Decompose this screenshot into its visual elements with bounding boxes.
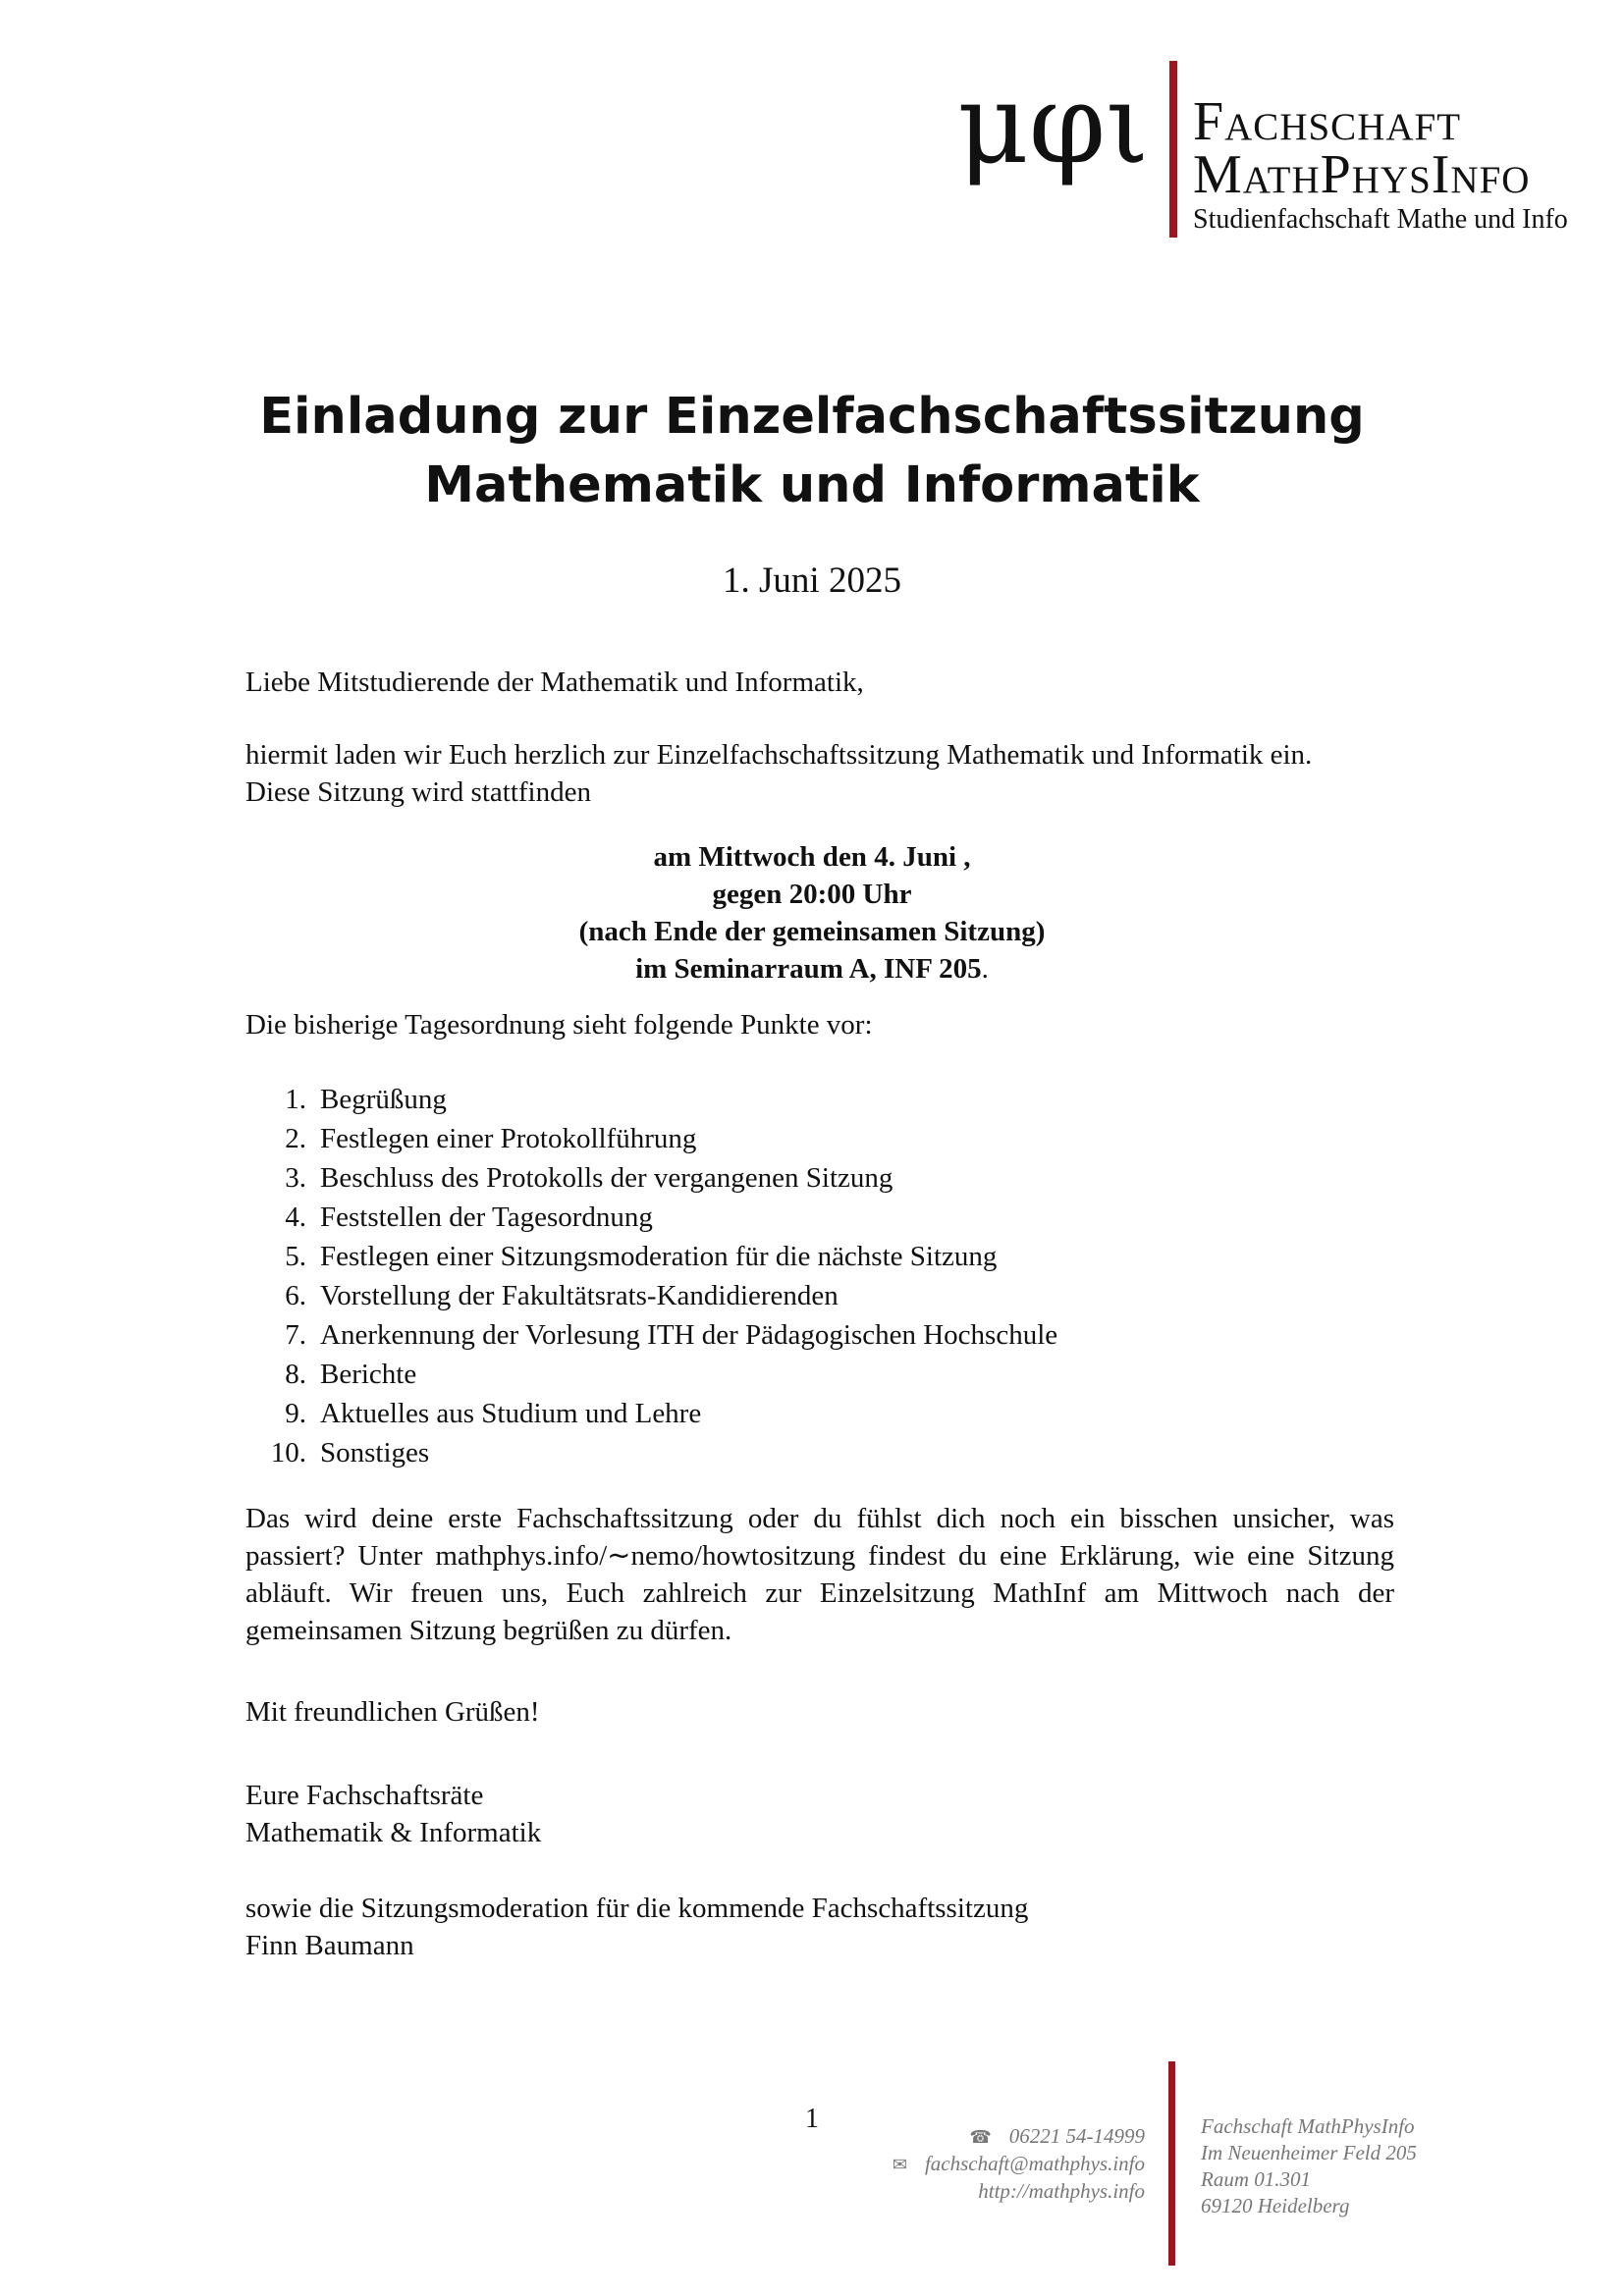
document-date: 1. Juni 2025	[723, 561, 901, 601]
agenda-item-text: Festlegen einer Protokollführung	[320, 1123, 697, 1154]
agenda-item-text: Berichte	[320, 1359, 417, 1390]
regards: Mit freundlichen Grüßen!	[245, 1696, 540, 1728]
agenda-item-number: 4.	[285, 1201, 306, 1233]
agenda-item-text: Feststellen der Tagesordnung	[320, 1201, 653, 1233]
agenda-item-text: Anerkennung der Vorlesung ITH der Pädagogischen Hochschule	[320, 1319, 1058, 1351]
signature-name: Finn Baumann	[245, 1930, 414, 1961]
address-line2: Im Neuenheimer Feld 205	[1201, 2141, 1417, 2164]
agenda-item	[245, 1237, 1057, 1276]
agenda-item-text: Sonstiges	[320, 1437, 430, 1468]
agenda-item	[245, 1315, 1057, 1355]
agenda-item-number: 2.	[285, 1123, 306, 1154]
meeting-note: (nach Ende der gemeinsamen Sitzung)	[578, 916, 1046, 947]
phone-icon: ☎	[969, 2127, 992, 2147]
agenda-list	[245, 1080, 1057, 1472]
agenda-item	[245, 1276, 1057, 1315]
footer-contact	[893, 2123, 1145, 2205]
meeting-day: am Mittwoch den 4. Juni ,	[653, 841, 971, 873]
agenda-item	[245, 1080, 1057, 1119]
agenda-item-number: 7.	[285, 1319, 306, 1351]
agenda-item	[245, 1433, 1057, 1472]
signature-line3: sowie die Sitzungsmoderation für die kommende Fachschaftssitzung	[245, 1893, 1029, 1924]
closing-paragraph: Das wird deine erste Fachschaftssitzung oder du fühlst dich noch ein bisschen unsicher, was passiert? Unter mathphys.info/∼nemo/howtositzung findest du eine Erklärung, wie eine Sitzung abläuft. Wir freuen uns, Euch zahlreich zur Einzelsitzung MathInf am Mittwoch nach der gemeinsamen Sitzung begrüßen zu dürfen.	[245, 1503, 1394, 1646]
agenda-item-number: 6.	[285, 1280, 306, 1311]
agenda-item	[245, 1394, 1057, 1433]
agenda-item	[245, 1355, 1057, 1394]
envelope-icon: ✉	[892, 2155, 907, 2174]
agenda-item-number: 5.	[285, 1241, 306, 1272]
meeting-details	[0, 838, 1624, 988]
address-line3: Raum 01.301	[1201, 2167, 1311, 2191]
signature-line1: Eure Fachschaftsräte	[245, 1780, 484, 1811]
greeting: Liebe Mitstudierende der Mathematik und Informatik,	[245, 667, 864, 698]
meeting-time: gegen 20:00 Uhr	[712, 879, 912, 910]
agenda-item-text: Aktuelles aus Studium und Lehre	[320, 1398, 702, 1429]
agenda-item-text: Festlegen einer Sitzungsmoderation für die nächste Sitzung	[320, 1241, 998, 1272]
meeting-location: im Seminarraum A, INF 205	[635, 953, 982, 985]
footer-email[interactable]: fachschaft@mathphys.info	[924, 2152, 1145, 2175]
logo-subtitle: Studienfachschaft Mathe und Info	[1193, 204, 1568, 235]
footer-address	[1201, 2113, 1417, 2219]
intro-line2: Diese Sitzung wird stattfinden	[245, 776, 591, 808]
address-line4: 69120 Heidelberg	[1201, 2194, 1350, 2217]
agenda-item-text: Vorstellung der Fakultätsrats-Kandidierenden	[320, 1280, 839, 1311]
footer-divider	[1168, 2061, 1175, 2266]
agenda-item	[245, 1198, 1057, 1237]
meeting-location-period: .	[981, 953, 989, 985]
agenda-item	[245, 1119, 1057, 1158]
footer-phone: 06221 54-14999	[1008, 2124, 1145, 2148]
agenda-item-number: 10.	[270, 1437, 306, 1468]
intro-paragraph	[245, 736, 1394, 811]
document-title-line1: Einladung zur Einzelfachschaftssitzung	[259, 388, 1365, 446]
document-title-line2: Mathematik und Informatik	[424, 456, 1200, 514]
agenda-item	[245, 1158, 1057, 1198]
logo-divider	[1169, 61, 1177, 238]
agenda-item-number: 3.	[285, 1162, 306, 1194]
logo-title-line1: Fachschaft	[1193, 91, 1462, 152]
intro-line1: hiermit laden wir Euch herzlich zur Einzelfachschaftssitzung Mathematik und Informatik ein.	[245, 739, 1313, 771]
agenda-intro: Die bisherige Tagesordnung sieht folgende Punkte vor:	[245, 1009, 873, 1041]
agenda-item-number: 9.	[285, 1398, 306, 1429]
agenda-item-text: Begrüßung	[320, 1084, 447, 1115]
logo-greek-letters: μφι	[957, 61, 1150, 188]
agenda-item-text: Beschluss des Protokolls der vergangenen Sitzung	[320, 1162, 893, 1194]
address-line1: Fachschaft MathPhysInfo	[1201, 2114, 1415, 2138]
logo-title-line2: MathPhysInfo	[1193, 144, 1531, 205]
agenda-item-number: 8.	[285, 1359, 306, 1390]
footer-website[interactable]: http://mathphys.info	[978, 2179, 1145, 2203]
page-number: 1	[805, 2104, 819, 2134]
agenda-item-number: 1.	[285, 1084, 306, 1115]
signature-line2: Mathematik & Informatik	[245, 1817, 542, 1848]
